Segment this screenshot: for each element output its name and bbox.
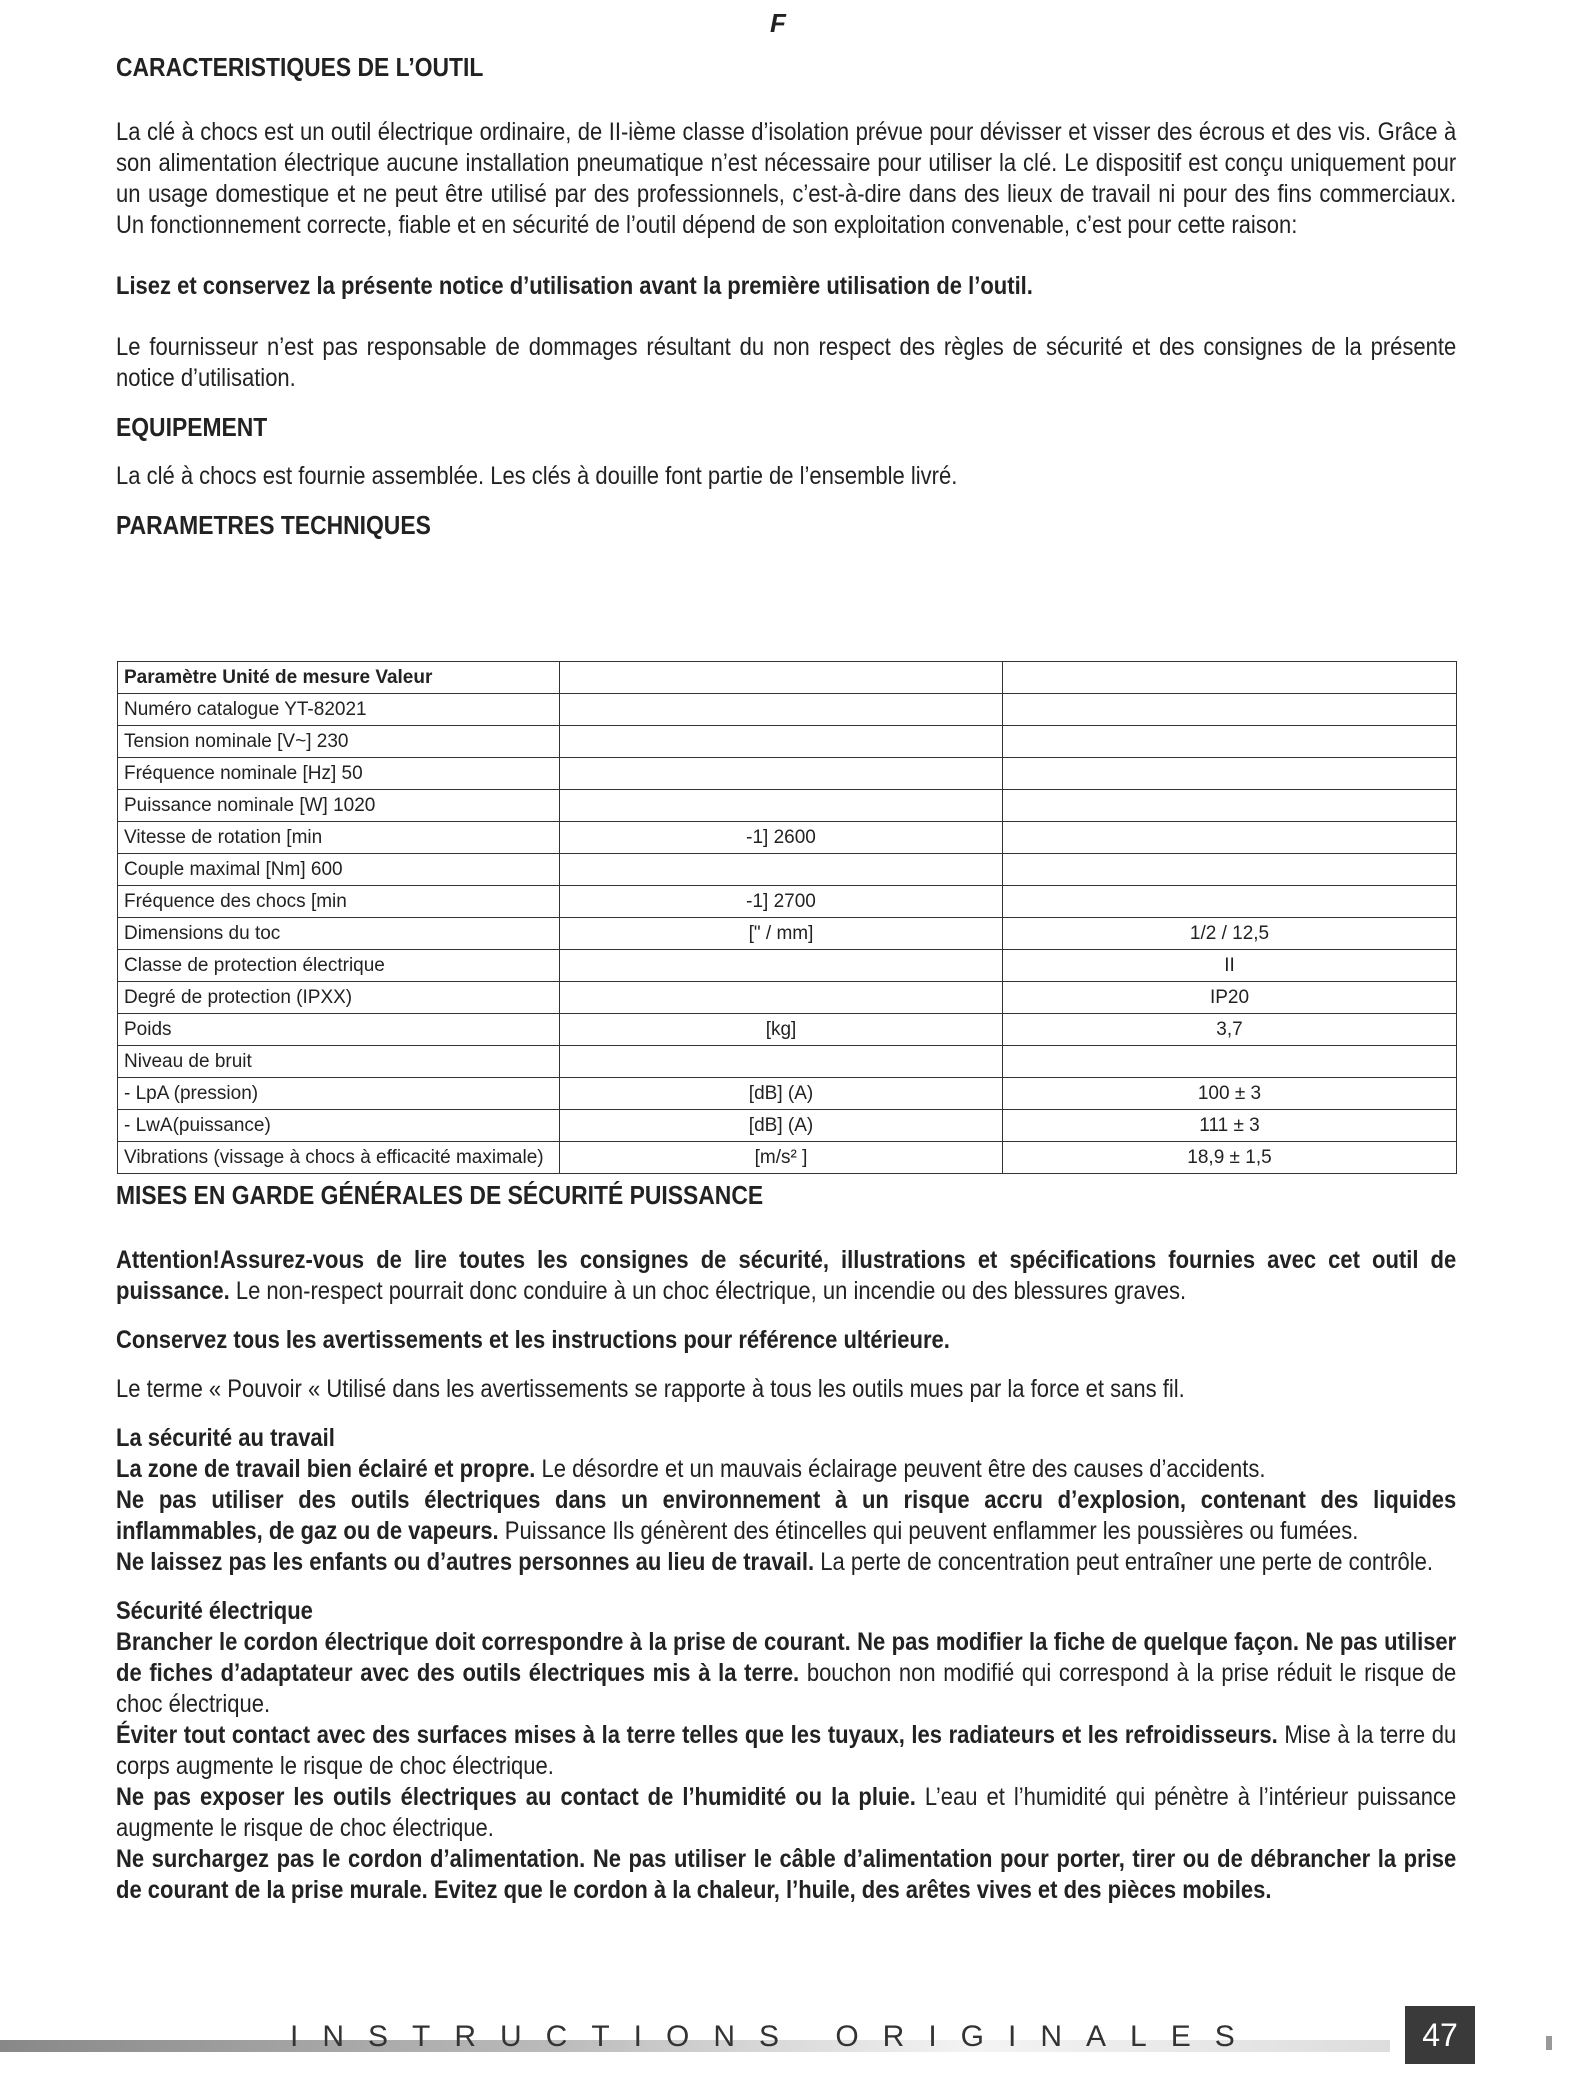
table-cell: Vitesse de rotation [min	[118, 822, 560, 854]
edge-mark	[1546, 2036, 1552, 2050]
table-row	[118, 950, 1457, 982]
table-cell	[1003, 854, 1457, 886]
table-cell: [m/s² ]	[560, 1142, 1003, 1174]
table-row	[118, 822, 1457, 854]
table-cell	[1003, 662, 1457, 694]
table-cell: 3,7	[1003, 1014, 1457, 1046]
table-row	[118, 982, 1457, 1014]
paragraph-supplier: Le fournisseur n’est pas responsable de dommages résultant du non respect des règles de sécurité et des consignes de la présente notice d’utilisation.	[116, 333, 1457, 392]
footer-instructions-originales: INSTRUCTIONS ORIGINALES	[290, 2020, 1259, 2053]
work-safety-title: La sécurité au travail	[116, 1424, 335, 1452]
paragraph-term: Le terme « Pouvoir « Utilisé dans les avertissements se rapporte à tous les outils mues par la force et sans fil.	[116, 1375, 1185, 1403]
table-row	[118, 1014, 1457, 1046]
technical-parameters-table	[117, 661, 1457, 1174]
table-cell	[560, 1046, 1003, 1078]
work-item-3-bold: Ne laissez pas les enfants ou d’autres personnes au lieu de travail.	[116, 1548, 815, 1576]
table-cell	[560, 950, 1003, 982]
paragraph-description: La clé à chocs est un outil électrique ordinaire, de II-ième classe d’isolation prévue pour dévisser et visser des écrous et des vis. Grâce à son alimentation électrique aucune installation pneumatique n’est nécessaire pour utiliser la clé. Le dispositif est conçu uniquement pour un usage domestique et ne peut être utilisé par des professionnels, c’est-à-dire dans des lieux de travail ni pour des fins commerciaux. Un fonctionnement correcte, fiable et en sécurité de l’outil dépend de son exploitation convenable, c’est pour cette raison:	[116, 118, 1457, 239]
table-row	[118, 694, 1457, 726]
elec-item-1	[116, 1627, 1456, 1720]
attention-bold: Attention!Assurez-vous de lire toutes les consignes de sécurité, illustrations et spécifications fournies avec cet outil de puissance.	[116, 1246, 1457, 1305]
table-cell: -1] 2600	[560, 822, 1003, 854]
attention-rest: Le non-respect pourrait donc conduire à un choc électrique, un incendie ou des blessures graves.	[229, 1277, 1187, 1305]
table-row	[118, 758, 1457, 790]
table-cell: Niveau de bruit	[118, 1046, 560, 1078]
table-cell	[560, 758, 1003, 790]
table-cell: [dB] (A)	[560, 1110, 1003, 1142]
section-title-safety: MISES EN GARDE GÉNÉRALES DE SÉCURITÉ PUISSANCE	[116, 1180, 764, 1210]
table-cell	[1003, 1046, 1457, 1078]
work-item-2-bold: Ne pas utiliser des outils électriques dans un environnement à un risque accru d’explosion, contenant des liquides inflammables, de gaz ou de vapeurs.	[116, 1486, 1457, 1545]
table-row	[118, 1110, 1457, 1142]
work-item-1-bold: La zone de travail bien éclairé et propre.	[116, 1455, 536, 1483]
elec-item-2	[116, 1720, 1456, 1782]
table-cell: -1] 2700	[560, 886, 1003, 918]
elec-item-3-bold: Ne pas exposer les outils électriques au contact de l’humidité ou la pluie.	[116, 1783, 916, 1811]
table-cell: 18,9 ± 1,5	[1003, 1142, 1457, 1174]
intro-section	[116, 52, 1456, 541]
elec-item-3	[116, 1782, 1456, 1844]
work-item-3-rest: La perte de concentration peut entraîner une perte de contrôle.	[814, 1548, 1434, 1576]
table-cell: Tension nominale [V~] 230	[118, 726, 560, 758]
table-cell: Poids	[118, 1014, 560, 1046]
table-cell: [kg]	[560, 1014, 1003, 1046]
table-row	[118, 886, 1457, 918]
elec-item-2-rest: Mise à la terre du corps augmente le risque de choc électrique.	[116, 1721, 1457, 1780]
table-cell: Numéro catalogue YT-82021	[118, 694, 560, 726]
elec-item-2-bold: Éviter tout contact avec des surfaces mises à la terre telles que les tuyaux, les radiateurs et les refroidisseurs.	[116, 1721, 1278, 1749]
language-marker: F	[770, 8, 786, 38]
table-cell	[1003, 726, 1457, 758]
work-item-2	[116, 1485, 1456, 1547]
table-cell: Paramètre Unité de mesure Valeur	[118, 662, 560, 694]
keep-bold: Conservez tous les avertissements et les instructions pour référence ultérieure.	[116, 1326, 950, 1354]
paragraph-equipment: La clé à chocs est fournie assemblée. Les clés à douille font partie de l’ensemble livré.	[116, 462, 958, 490]
table-cell: 111 ± 3	[1003, 1110, 1457, 1142]
read-notice-bold: Lisez et conservez la présente notice d’utilisation avant la première utilisation de l’outil.	[116, 272, 1033, 300]
section-title-equipment: EQUIPEMENT	[116, 412, 268, 442]
table-cell: Vibrations (vissage à chocs à efficacité maximale)	[118, 1142, 560, 1174]
section-title-technical: PARAMETRES TECHNIQUES	[116, 510, 431, 540]
work-item-3	[116, 1547, 1456, 1578]
table-row	[118, 918, 1457, 950]
elec-item-3-rest: L’eau et l’humidité qui pénètre à l’intérieur puissance augmente le risque de choc électrique.	[116, 1783, 1457, 1842]
elec-item-4	[116, 1844, 1456, 1906]
work-item-2-rest: Puissance Ils génèrent des étincelles qui peuvent enflammer les poussières ou fumées.	[498, 1517, 1359, 1545]
table-cell	[1003, 822, 1457, 854]
table-cell: Degré de protection (IPXX)	[118, 982, 560, 1014]
table-cell: [dB] (A)	[560, 1078, 1003, 1110]
table-cell	[560, 854, 1003, 886]
table-cell	[560, 694, 1003, 726]
table-cell: Dimensions du toc	[118, 918, 560, 950]
table-cell: II	[1003, 950, 1457, 982]
table-cell	[560, 790, 1003, 822]
table-cell	[1003, 694, 1457, 726]
section-title-characteristics: CARACTERISTIQUES DE L’OUTIL	[116, 52, 484, 82]
table-cell	[1003, 790, 1457, 822]
table-cell	[560, 662, 1003, 694]
table-cell: - LwA(puissance)	[118, 1110, 560, 1142]
table-cell: Couple maximal [Nm] 600	[118, 854, 560, 886]
table-cell: [" / mm]	[560, 918, 1003, 950]
table-row	[118, 662, 1457, 694]
safety-section	[116, 1180, 1456, 1906]
table-cell: Classe de protection électrique	[118, 950, 560, 982]
electric-safety-title: Sécurité électrique	[116, 1597, 313, 1625]
table-cell: - LpA (pression)	[118, 1078, 560, 1110]
table-cell: 100 ± 3	[1003, 1078, 1457, 1110]
table-row	[118, 1142, 1457, 1174]
paragraph-keep	[116, 1325, 1456, 1356]
table-cell	[560, 982, 1003, 1014]
paragraph-attention	[116, 1245, 1456, 1307]
elec-item-4-bold: Ne surchargez pas le cordon d’alimentation. Ne pas utiliser le câble d’alimentation pour porter, tirer ou de débrancher la prise de courant de la prise murale. Evitez que le cordon à la chaleur, l’huile, des arêtes vives et des pièces mobiles.	[116, 1845, 1457, 1904]
work-item-1-rest: Le désordre et un mauvais éclairage peuvent être des causes d’accidents.	[535, 1455, 1266, 1483]
table-cell: 1/2 / 12,5	[1003, 918, 1457, 950]
table-row	[118, 1046, 1457, 1078]
table-row	[118, 726, 1457, 758]
table-cell	[560, 726, 1003, 758]
table-row	[118, 1078, 1457, 1110]
elec-item-1-rest: bouchon non modifié qui correspond à la prise réduit le risque de choc électrique.	[116, 1659, 1457, 1718]
elec-item-1-bold: Brancher le cordon électrique doit correspondre à la prise de courant. Ne pas modifier la fiche de quelque façon. Ne pas utiliser de fiches d’adaptateur avec des outils électriques mis à la terre.	[116, 1628, 1457, 1687]
table-cell: Puissance nominale [W] 1020	[118, 790, 560, 822]
table-cell: IP20	[1003, 982, 1457, 1014]
table-cell: Fréquence des chocs [min	[118, 886, 560, 918]
table-cell: Fréquence nominale [Hz] 50	[118, 758, 560, 790]
table-cell	[1003, 758, 1457, 790]
table-cell	[1003, 886, 1457, 918]
table-row	[118, 790, 1457, 822]
work-item-1	[116, 1454, 1456, 1485]
table-row	[118, 854, 1457, 886]
page-number: 47	[1405, 2006, 1475, 2064]
paragraph-read-notice	[116, 271, 1456, 302]
